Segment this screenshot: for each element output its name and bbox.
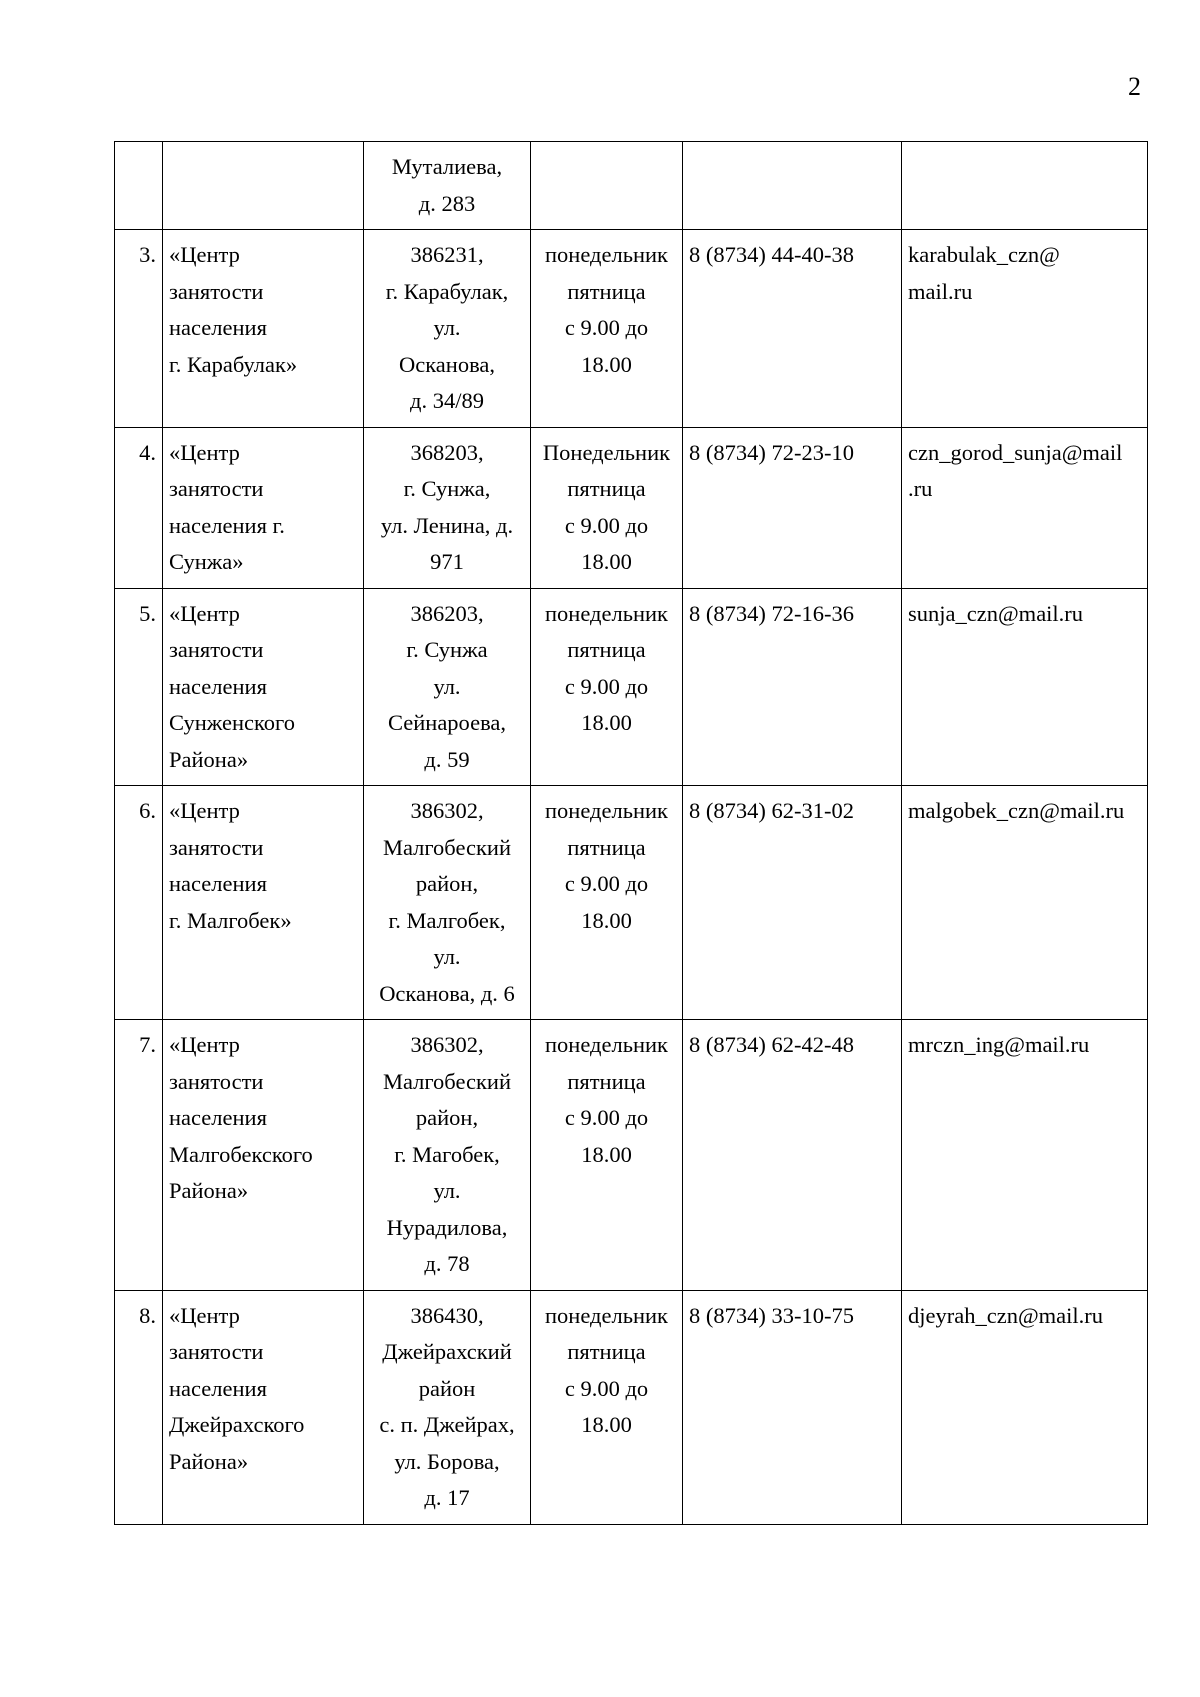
- row-number-text: 5.: [139, 600, 156, 626]
- table-row: [115, 230, 1148, 428]
- center-name-cell-line: населения г.: [169, 512, 285, 538]
- row-number-text: 4.: [139, 439, 156, 465]
- address-cell-line: Муталиева,: [391, 154, 503, 179]
- table-row: [115, 427, 1148, 588]
- center-name-cell-line: г. Карабулак»: [169, 351, 298, 377]
- email-cell-line: mrczn_ing@mail.ru: [908, 1032, 1090, 1057]
- phone-cell: [683, 588, 902, 786]
- center-name-cell-line: населения: [169, 1375, 267, 1401]
- table-row: [115, 786, 1148, 1020]
- email-cell: [902, 1290, 1148, 1524]
- email-cell: [902, 142, 1148, 230]
- email-cell-line: sunja_czn@mail.ru: [908, 600, 1084, 626]
- hours-cell-line: пятница: [567, 1068, 646, 1094]
- phone-cell: [683, 1290, 902, 1524]
- hours-cell-line: пятница: [567, 1339, 646, 1364]
- address-cell-line: ул.: [433, 673, 461, 699]
- phone-cell: [683, 786, 902, 1020]
- phone-cell: [683, 230, 902, 428]
- address-cell-line: 368203,: [410, 439, 484, 465]
- hours-cell: [531, 1020, 683, 1291]
- table-row: [115, 1020, 1148, 1291]
- row-number: [115, 1020, 163, 1291]
- email-cell: [902, 786, 1148, 1020]
- hours-cell-line: с 9.00 до: [564, 512, 649, 538]
- hours-cell: [531, 142, 683, 230]
- phone-cell-text: 8 (8734) 72-16-36: [689, 600, 854, 626]
- hours-cell-line: пятница: [567, 278, 646, 304]
- center-name-cell: [163, 230, 364, 428]
- center-name-cell-line: занятости: [169, 1068, 264, 1094]
- row-number: [115, 230, 163, 428]
- address-cell-line: г. Малгобек,: [388, 907, 506, 933]
- center-name-cell-line: «Центр: [169, 242, 240, 267]
- address-cell: [364, 142, 531, 230]
- address-cell-line: Джейрахский: [382, 1339, 512, 1364]
- center-name-cell-line: «Центр: [169, 1032, 240, 1057]
- center-name-cell: [163, 1290, 364, 1524]
- hours-cell-line: понедельник: [545, 242, 668, 267]
- center-name-cell-line: населения: [169, 1105, 267, 1130]
- center-name-cell-line: г. Малгобек»: [169, 907, 292, 933]
- hours-cell-line: понедельник: [545, 798, 668, 823]
- phone-cell-text: 8 (8734) 62-31-02: [689, 798, 854, 823]
- hours-cell-line: понедельник: [545, 1302, 668, 1328]
- center-name-cell-line: Района»: [169, 1178, 249, 1203]
- center-name-cell-line: занятости: [169, 1339, 264, 1364]
- email-cell-line: .ru: [908, 476, 933, 501]
- hours-cell-line: 18.00: [581, 710, 632, 735]
- hours-cell-line: с 9.00 до: [564, 315, 649, 340]
- address-cell-line: г. Магобек,: [394, 1141, 500, 1167]
- row-number-text: 6.: [139, 798, 156, 823]
- phone-cell-text: 8 (8734) 72-23-10: [689, 439, 854, 465]
- table-row: [115, 1290, 1148, 1524]
- hours-cell: [531, 427, 683, 588]
- center-name-cell-line: «Центр: [169, 798, 240, 823]
- hours-cell-line: с 9.00 до: [564, 673, 649, 699]
- email-cell: [902, 427, 1148, 588]
- address-cell-line: ул.: [433, 1178, 461, 1203]
- center-name-cell-line: Сунжа»: [169, 549, 244, 574]
- email-cell: [902, 1020, 1148, 1291]
- phone-cell: [683, 427, 902, 588]
- center-name-cell-line: населения: [169, 871, 267, 896]
- phone-cell: [683, 1020, 902, 1291]
- table-row: [115, 588, 1148, 786]
- phone-cell-text: 8 (8734) 62-42-48: [689, 1032, 854, 1057]
- center-name-cell: [163, 142, 364, 230]
- email-cell: [902, 588, 1148, 786]
- address-cell: [364, 1020, 531, 1291]
- center-name-cell-line: занятости: [169, 476, 264, 501]
- center-name-cell: [163, 588, 364, 786]
- hours-cell-line: 18.00: [581, 907, 632, 933]
- hours-cell-line: пятница: [567, 637, 646, 662]
- row-number: [115, 588, 163, 786]
- center-name-cell-line: «Центр: [169, 439, 240, 465]
- address-cell-line: 386203,: [410, 600, 484, 626]
- address-cell: [364, 588, 531, 786]
- address-cell-line: г. Сунжа,: [403, 476, 491, 501]
- address-cell-line: д. 283: [418, 190, 476, 216]
- address-cell-line: г. Сунжа: [406, 637, 488, 662]
- address-cell-line: 386302,: [410, 1032, 484, 1057]
- address-cell: [364, 230, 531, 428]
- address-cell-line: Сейнароева,: [387, 710, 507, 735]
- address-cell: [364, 1290, 531, 1524]
- center-name-cell-line: Района»: [169, 1448, 249, 1474]
- address-cell-line: район,: [415, 1105, 479, 1130]
- hours-cell-line: Понедельник: [542, 439, 671, 465]
- address-cell-line: ул. Борова,: [394, 1448, 500, 1474]
- address-cell: [364, 786, 531, 1020]
- phone-cell-text: 8 (8734) 33-10-75: [689, 1302, 854, 1328]
- address-cell-line: 386430,: [410, 1302, 484, 1328]
- center-name-cell-line: Джейрахского: [169, 1412, 305, 1437]
- email-cell-line: karabulak_czn@: [908, 242, 1060, 267]
- hours-cell: [531, 230, 683, 428]
- address-cell-line: ул.: [433, 315, 461, 340]
- address-cell-line: ул. Ленина, д.: [380, 512, 514, 538]
- table-row: [115, 142, 1148, 230]
- address-cell-line: 971: [430, 549, 464, 574]
- address-cell-line: район,: [415, 871, 479, 896]
- center-name-cell-line: занятости: [169, 637, 264, 662]
- page-number: 2: [1128, 72, 1141, 101]
- email-cell-line: malgobek_czn@mail.ru: [908, 798, 1125, 823]
- address-cell-line: Осканова, д. 6: [379, 980, 515, 1006]
- phone-cell-text: 8 (8734) 44-40-38: [689, 242, 854, 267]
- hours-cell-line: понедельник: [545, 600, 668, 626]
- hours-cell-line: с 9.00 до: [564, 871, 649, 896]
- row-number-text: 8.: [139, 1302, 156, 1328]
- hours-cell-line: 18.00: [581, 351, 632, 377]
- hours-cell: [531, 588, 683, 786]
- row-number: [115, 142, 163, 230]
- hours-cell-line: 18.00: [581, 549, 632, 574]
- row-number: [115, 427, 163, 588]
- address-cell-line: 386231,: [410, 242, 484, 267]
- address-cell-line: г. Карабулак,: [385, 278, 509, 304]
- center-name-cell: [163, 786, 364, 1020]
- center-name-cell-line: «Центр: [169, 600, 240, 626]
- center-name-cell: [163, 427, 364, 588]
- address-cell-line: район: [418, 1375, 476, 1401]
- email-cell-line: czn_gorod_sunja@mail: [908, 439, 1123, 465]
- row-number-text: 7.: [139, 1032, 156, 1057]
- address-cell-line: Нурадилова,: [386, 1214, 508, 1240]
- address-cell-line: д. 34/89: [410, 388, 484, 413]
- email-cell-line: djeyrah_czn@mail.ru: [908, 1302, 1104, 1328]
- center-name-cell-line: «Центр: [169, 1302, 240, 1328]
- address-cell-line: д. 78: [424, 1251, 470, 1276]
- row-number: [115, 786, 163, 1020]
- email-cell-line: mail.ru: [908, 278, 973, 304]
- center-name-cell: [163, 1020, 364, 1291]
- hours-cell-line: с 9.00 до: [564, 1105, 649, 1130]
- center-name-cell-line: населения: [169, 673, 267, 699]
- row-number: [115, 1290, 163, 1524]
- address-cell-line: д. 17: [424, 1485, 470, 1510]
- hours-cell: [531, 786, 683, 1020]
- hours-cell-line: пятница: [567, 834, 646, 860]
- address-cell-line: Малгобеский: [382, 834, 512, 860]
- center-name-cell-line: занятости: [169, 834, 264, 860]
- center-name-cell-line: Сунженского: [169, 710, 295, 735]
- center-name-cell-line: Малгобекского: [169, 1141, 313, 1167]
- center-name-cell-line: Района»: [169, 746, 249, 772]
- hours-cell-line: понедельник: [545, 1032, 668, 1057]
- hours-cell-line: 18.00: [581, 1412, 632, 1437]
- center-name-cell-line: занятости: [169, 278, 264, 304]
- center-name-cell-line: населения: [169, 315, 267, 340]
- hours-cell: [531, 1290, 683, 1524]
- address-cell-line: Осканова,: [398, 351, 496, 377]
- address-cell-line: ул.: [433, 944, 461, 969]
- row-number-text: 3.: [139, 242, 156, 267]
- phone-cell: [683, 142, 902, 230]
- address-cell-line: 386302,: [410, 798, 484, 823]
- address-cell-line: д. 59: [424, 746, 470, 772]
- hours-cell-line: с 9.00 до: [564, 1375, 649, 1401]
- address-cell-line: Малгобеский: [382, 1068, 512, 1094]
- email-cell: [902, 230, 1148, 428]
- address-cell-line: с. п. Джейрах,: [379, 1412, 515, 1437]
- hours-cell-line: 18.00: [581, 1141, 632, 1167]
- hours-cell-line: пятница: [567, 476, 646, 501]
- employment-centers-table: [114, 141, 1148, 1525]
- address-cell: [364, 427, 531, 588]
